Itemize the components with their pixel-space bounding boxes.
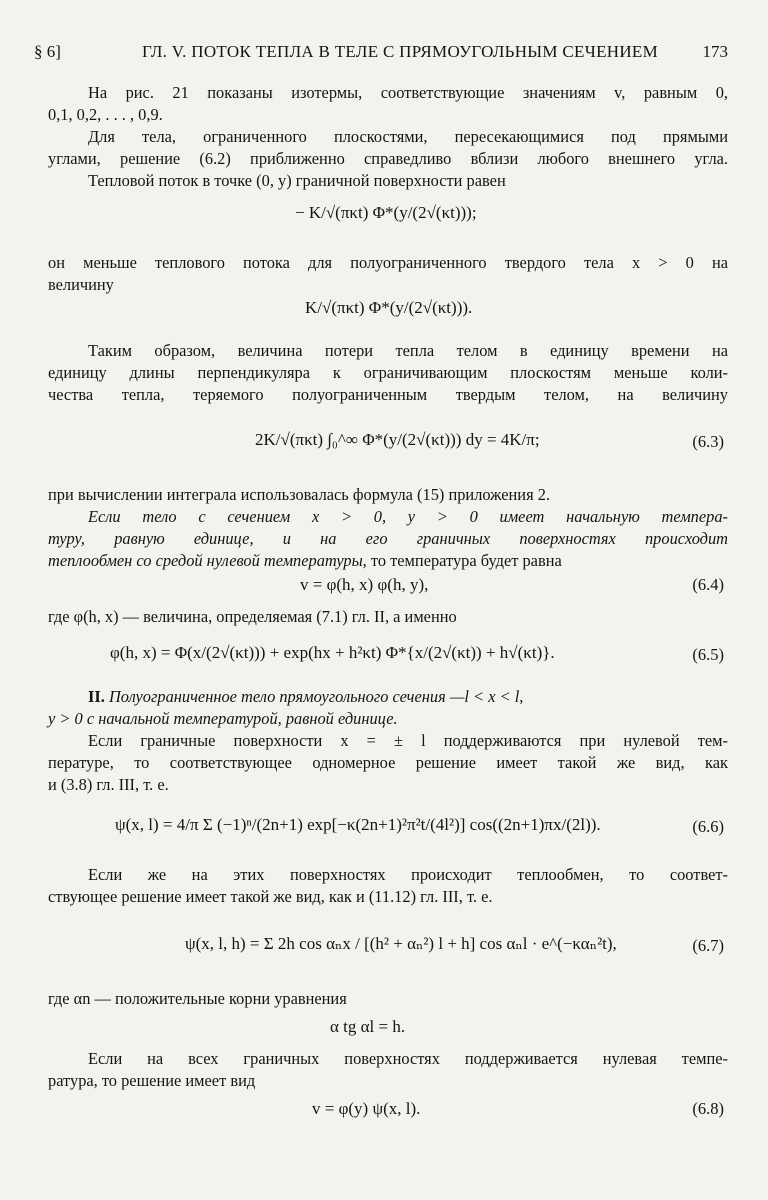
running-header [34, 42, 728, 66]
equation-number: (6.6) [692, 817, 724, 836]
equation-heat-flux: − K/√(πκt) Φ*(y/(2√(κt))); [295, 203, 477, 222]
page-number: 173 [702, 42, 728, 61]
text-line: Для тела, ограниченного плоскостями, пересекающимися под прямыми [88, 127, 728, 146]
text-line: ствующее решение имеет такой же вид, как и (11.12) гл. III, т. е. [48, 887, 493, 906]
text-line: при вычислении интеграла использовалась формула (15) приложения 2. [48, 485, 551, 504]
section-numeral: II. [88, 687, 105, 706]
equation-6-3: 2K/√(πκt) ∫₀^∞ Φ*(y/(2√(κt))) dy = 4K/π; [255, 430, 540, 449]
equation-6-7: ψ(x, l, h) = Σ 2h cos αₙx / [(h² + αₙ²) l + h] cos αₙl · e^(−καₙ²t), [185, 934, 617, 953]
equation-number: (6.8) [692, 1099, 724, 1118]
text-line [48, 550, 728, 572]
text-line: Если тело с сечением x > 0, y > 0 имеет начальную темпера- [88, 507, 728, 526]
italic-text: теплообмен со средой нулевой температуры, [48, 551, 367, 570]
italic-text: Полуограниченное тело прямоугольного сечения —l < x < l, [104, 687, 524, 706]
equation-6-4: v = φ(h, x) φ(h, y), [300, 575, 429, 594]
equation-6-5: φ(h, x) = Φ(x/(2√(κt))) + exp(hx + h²κt) Φ*{x/(2√(κt)) + h√(κt)}. [110, 643, 555, 662]
text-line: y > 0 с начальной температурой, равной единице. [48, 709, 398, 728]
text-line: Тепловой поток в точке (0, y) граничной поверхности равен [88, 171, 506, 190]
text-span: то температура будет равна [366, 551, 562, 570]
text-line: 0,1, 0,2, . . . , 0,9. [48, 105, 163, 124]
text-line: и (3.8) гл. III, т. е. [48, 775, 169, 794]
text-line: где αn — положительные корни уравнения [48, 989, 347, 1008]
equation-number: (6.7) [692, 936, 724, 955]
chapter-title: ГЛ. V. ПОТОК ТЕПЛА В ТЕЛЕ С ПРЯМОУГОЛЬНЫМ СЕЧЕНИЕМ [142, 42, 659, 61]
text-line: Если на всех граничных поверхностях поддерживается нулевая темпе- [88, 1049, 728, 1068]
equation-number: (6.5) [692, 645, 724, 664]
equation-6-6: ψ(x, l) = 4/π Σ (−1)ⁿ/(2n+1) exp[−κ(2n+1)²π²t/(4l²)] cos((2n+1)πx/(2l)). [115, 815, 601, 834]
text-line: ратура, то решение имеет вид [48, 1071, 256, 1090]
text-line: пературе, то соответствующее одномерное решение имеет такой же вид, как [48, 753, 728, 772]
text-line: он меньше теплового потока для полуограниченного твердого тела x > 0 на [48, 253, 728, 272]
equation-number: (6.3) [692, 432, 724, 451]
text-line: чества тепла, теряемого полуограниченным твердым телом, на величину [48, 385, 728, 404]
text-line: где φ(h, x) — величина, определяемая (7.1) гл. II, а именно [48, 607, 457, 626]
section-mark: § 6] [34, 42, 61, 61]
text-line: единицу длины перпендикуляра к ограничивающим плоскостям меньше коли- [48, 363, 728, 382]
text-line [88, 686, 728, 708]
text-line: величину [48, 275, 114, 294]
text-line: Если граничные поверхности x = ± l поддерживаются при нулевой тем- [88, 731, 728, 750]
equation-number: (6.4) [692, 575, 724, 594]
text-line: туру, равную единице, и на его граничных поверхностях происходит [48, 529, 728, 548]
equation-flux-difference: K/√(πκt) Φ*(y/(2√(κt))). [305, 298, 473, 317]
text-line: Если же на этих поверхностях происходит теплообмен, то соответ- [88, 865, 728, 884]
text-line: На рис. 21 показаны изотермы, соответствующие значениям v, равным 0, [88, 83, 728, 102]
equation-6-8: v = φ(y) ψ(x, l). [312, 1099, 421, 1118]
equation-characteristic: α tg αl = h. [330, 1017, 406, 1036]
text-line: углами, решение (6.2) приближенно справедливо вблизи любого внешнего угла. [48, 149, 728, 168]
text-line: Таким образом, величина потери тепла телом в единицу времени на [88, 341, 728, 360]
